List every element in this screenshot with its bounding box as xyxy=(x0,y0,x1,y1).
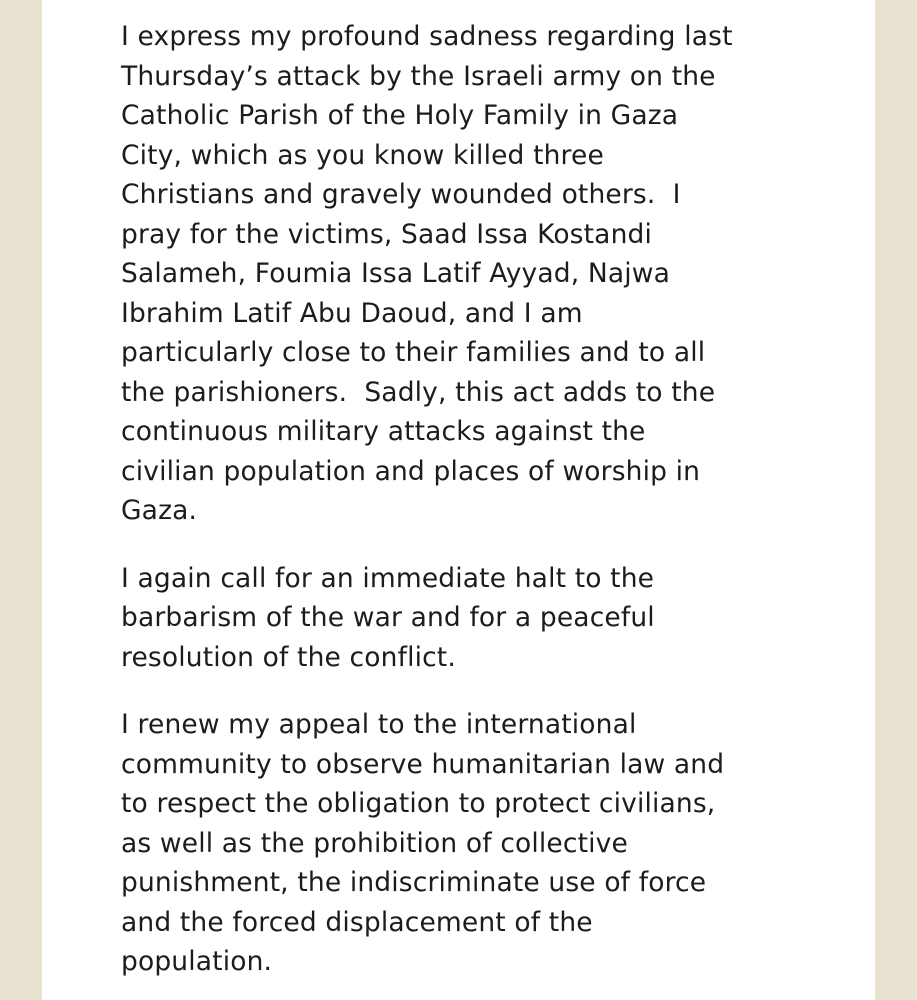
text-line: community to observe humanitarian law and xyxy=(121,748,725,780)
text-line: barbarism of the war and for a peaceful xyxy=(121,602,655,633)
text-line: population. xyxy=(121,946,273,977)
text-line: as well as the prohibition of collective xyxy=(121,827,628,859)
text-line: Catholic Parish of the Holy Family in Gaza xyxy=(121,100,679,131)
text-line: continuous military attacks against the xyxy=(121,416,646,447)
text-line: pray for the victims, Saad Issa Kostandi xyxy=(121,218,652,250)
text-line: Salameh, Foumia Issa Latif Ayyad, Najwa xyxy=(121,258,670,289)
text-line: Christians and gravely wounded others. I xyxy=(121,179,681,210)
paragraph-appeal xyxy=(121,705,841,982)
text-line: City, which as you know killed three xyxy=(121,139,604,171)
document-page xyxy=(42,0,875,1000)
text-line: I renew my appeal to the international xyxy=(121,709,637,740)
text-line: resolution of the conflict. xyxy=(121,641,456,673)
paragraph-sadness-statement xyxy=(121,17,841,531)
text-line: Ibrahim Latif Abu Daoud, and I am xyxy=(121,297,583,329)
text-line: particularly close to their families and to all xyxy=(121,337,706,368)
text-line: I again call for an immediate halt to the xyxy=(121,562,655,594)
text-line: and the forced displacement of the xyxy=(121,906,593,938)
text-line: civilian population and places of worship in xyxy=(121,455,701,487)
text-line: I express my profound sadness regarding last xyxy=(121,21,733,52)
text-line: to respect the obligation to protect civilians, xyxy=(121,788,716,819)
text-line: punishment, the indiscriminate use of force xyxy=(121,867,707,898)
text-line: Gaza. xyxy=(121,495,198,526)
text-line: Thursday’s attack by the Israeli army on the xyxy=(121,60,716,92)
text-line: the parishioners. Sadly, this act adds to the xyxy=(121,376,716,408)
paragraph-call-for-halt xyxy=(121,559,841,678)
document-body xyxy=(121,17,841,982)
